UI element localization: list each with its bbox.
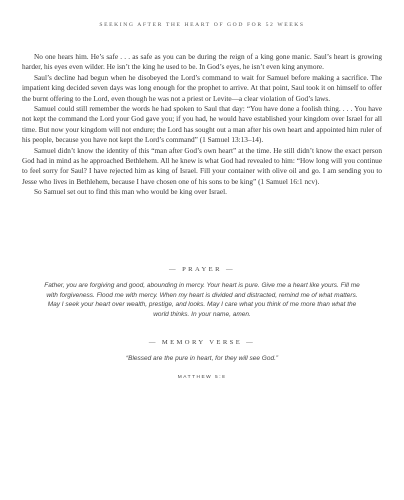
running-header: SEEKING AFTER THE HEART OF GOD FOR 52 WEEKS: [99, 22, 305, 28]
prayer-text: Father, you are forgiving and good, abounding in mercy. Your heart is pure. Give me a heart like yours. Fill me with forgiveness. Flood me with mercy. When my heart is divided and distracted, remind me of what matters. May I seek your heart over wealth, prestige, and looks. May I care what you think of me more than what the world thinks. In your name, amen.: [44, 282, 360, 318]
body-paragraph: So Samuel set out to find this man who would be king over Israel.: [34, 187, 227, 197]
prayer-heading: — PRAYER —: [169, 266, 235, 273]
body-paragraph: Saul’s decline had begun when he disobeyed the Lord’s command to wait for Samuel before making a sacrifice. The impatient king decided seven days was long enough for the prophet to arrive. At that point, Saul took it on himself to offer the burnt offering to the Lord, even though he was not a priest or Levite—a clear violation of God’s laws.: [22, 72, 382, 103]
body-paragraph: Samuel could still remember the words he had spoken to Saul that day: “You have done a foolish thing. . . . You have not kept the command the Lord your God gave you; if you had, he would have established your kingdom over Israel for all time. But now your kingdom will not endure; the Lord has sought out a man after his own heart and appointed him ruler of his people, because you have not kept the Lord’s command” (1 Samuel 13:13–14).: [22, 104, 382, 145]
memory-verse-reference: MATTHEW 5:8: [177, 375, 227, 380]
body-text: [22, 52, 382, 198]
body-paragraph: Samuel didn’t know the identity of this “man after God’s own heart” at the time. He still didn’t know the exact person God had in mind as he approached Bethlehem. All he knew is what God had revealed to him: “How long will you continue to feel sorry for Saul? I have rejected him as king of Israel. Fill your container with olive oil and go. I am sending you to Jesse who lives in Bethlehem, because I have chosen one of his sons to be king” (1 Samuel 16:1 ncv).: [22, 145, 382, 186]
body-paragraph: No one hears him. He’s safe . . . as safe as you can be during the reign of a king gone manic. Saul’s heart is growing harder, his eyes even wilder. He isn’t the king he used to be. In God’s eyes, he isn’t even king anymore.: [22, 52, 382, 72]
memory-verse-heading: — MEMORY VERSE —: [148, 339, 256, 346]
memory-verse-text: “Blessed are the pure in heart, for they will see God.”: [125, 355, 279, 362]
